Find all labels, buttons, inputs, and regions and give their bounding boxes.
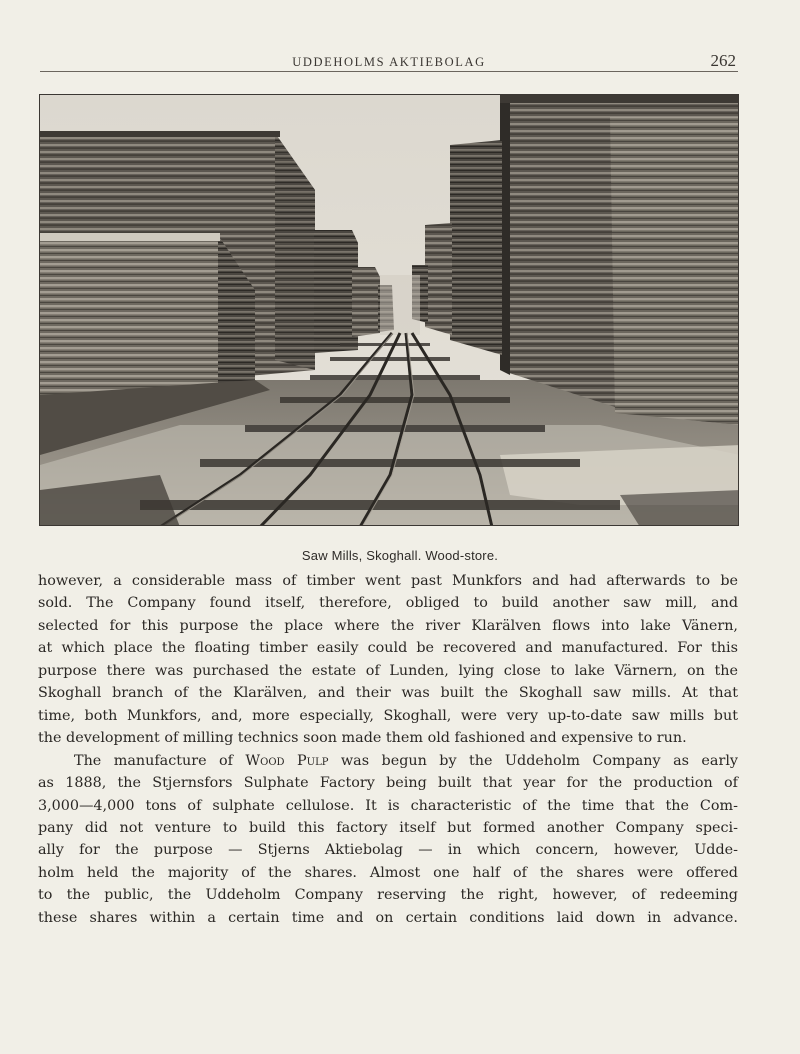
paragraph-2 (38, 750, 738, 930)
page-number: 262 (710, 51, 736, 70)
text-line: sold. The Company found itself, therefore, obliged to build another saw mill, and (38, 595, 738, 612)
text-line: ally for the purpose — Stjerns Aktiebolag — in which concern, however, Udde- (38, 842, 738, 859)
header-rule (40, 71, 738, 72)
paragraph-1 (38, 570, 738, 750)
text-line: however, a considerable mass of timber went past Munkfors and had afterwards to be (38, 573, 738, 589)
text-line: holm held the majority of the shares. Almost one half of the shares were offered (38, 864, 738, 881)
text-line: these shares within a certain time and on certain conditions laid down in advance. (38, 909, 738, 926)
text-line: as 1888, the Stjernsfors Sulphate Factory being built that year for the production of (38, 775, 738, 792)
text-line: at which place the floating timber easily could be recovered and manufactured. For this (38, 640, 738, 657)
text-line: time, both Munkfors, and, more especially, Skoghall, were very up-to-date saw mills but (38, 707, 738, 724)
text-line: pany did not venture to build this factory itself but formed another Company speci- (38, 819, 738, 836)
figure-caption: Saw Mills, Skoghall. Wood-store. (301, 548, 499, 563)
text-line: selected for this purpose the place where the river Klarälven flows into lake Vänern, (38, 617, 738, 634)
text-line: to the public, the Uddeholm Company reserving the right, however, of redeeming (38, 887, 738, 904)
running-head (40, 53, 738, 73)
running-title: UDDEHOLMS AKTIEBOLAG (292, 55, 486, 69)
text-fragment: was begun by the Uddeholm Company as early (340, 752, 739, 769)
wood-store-photo-illustration (40, 95, 739, 526)
body-text (38, 570, 738, 929)
text-line: 3,000—4,000 tons of sulphate cellulose. It is characteristic of the time that the Com- (38, 797, 738, 814)
text-line: Skoghall branch of the Klarälven, and their was built the Skoghall saw mills. At that (38, 685, 738, 702)
wood-store-photograph (39, 94, 739, 526)
text-line: purpose there was purchased the estate of Lunden, lying close to lake Värnern, on the (38, 662, 738, 679)
text-fragment: The manufacture of (74, 752, 233, 769)
text-line: the development of milling technics soon made them old fashioned and expensive to run. (38, 730, 687, 747)
text-line (38, 750, 738, 772)
wood-pulp-term: Wood Pulp (245, 752, 329, 769)
